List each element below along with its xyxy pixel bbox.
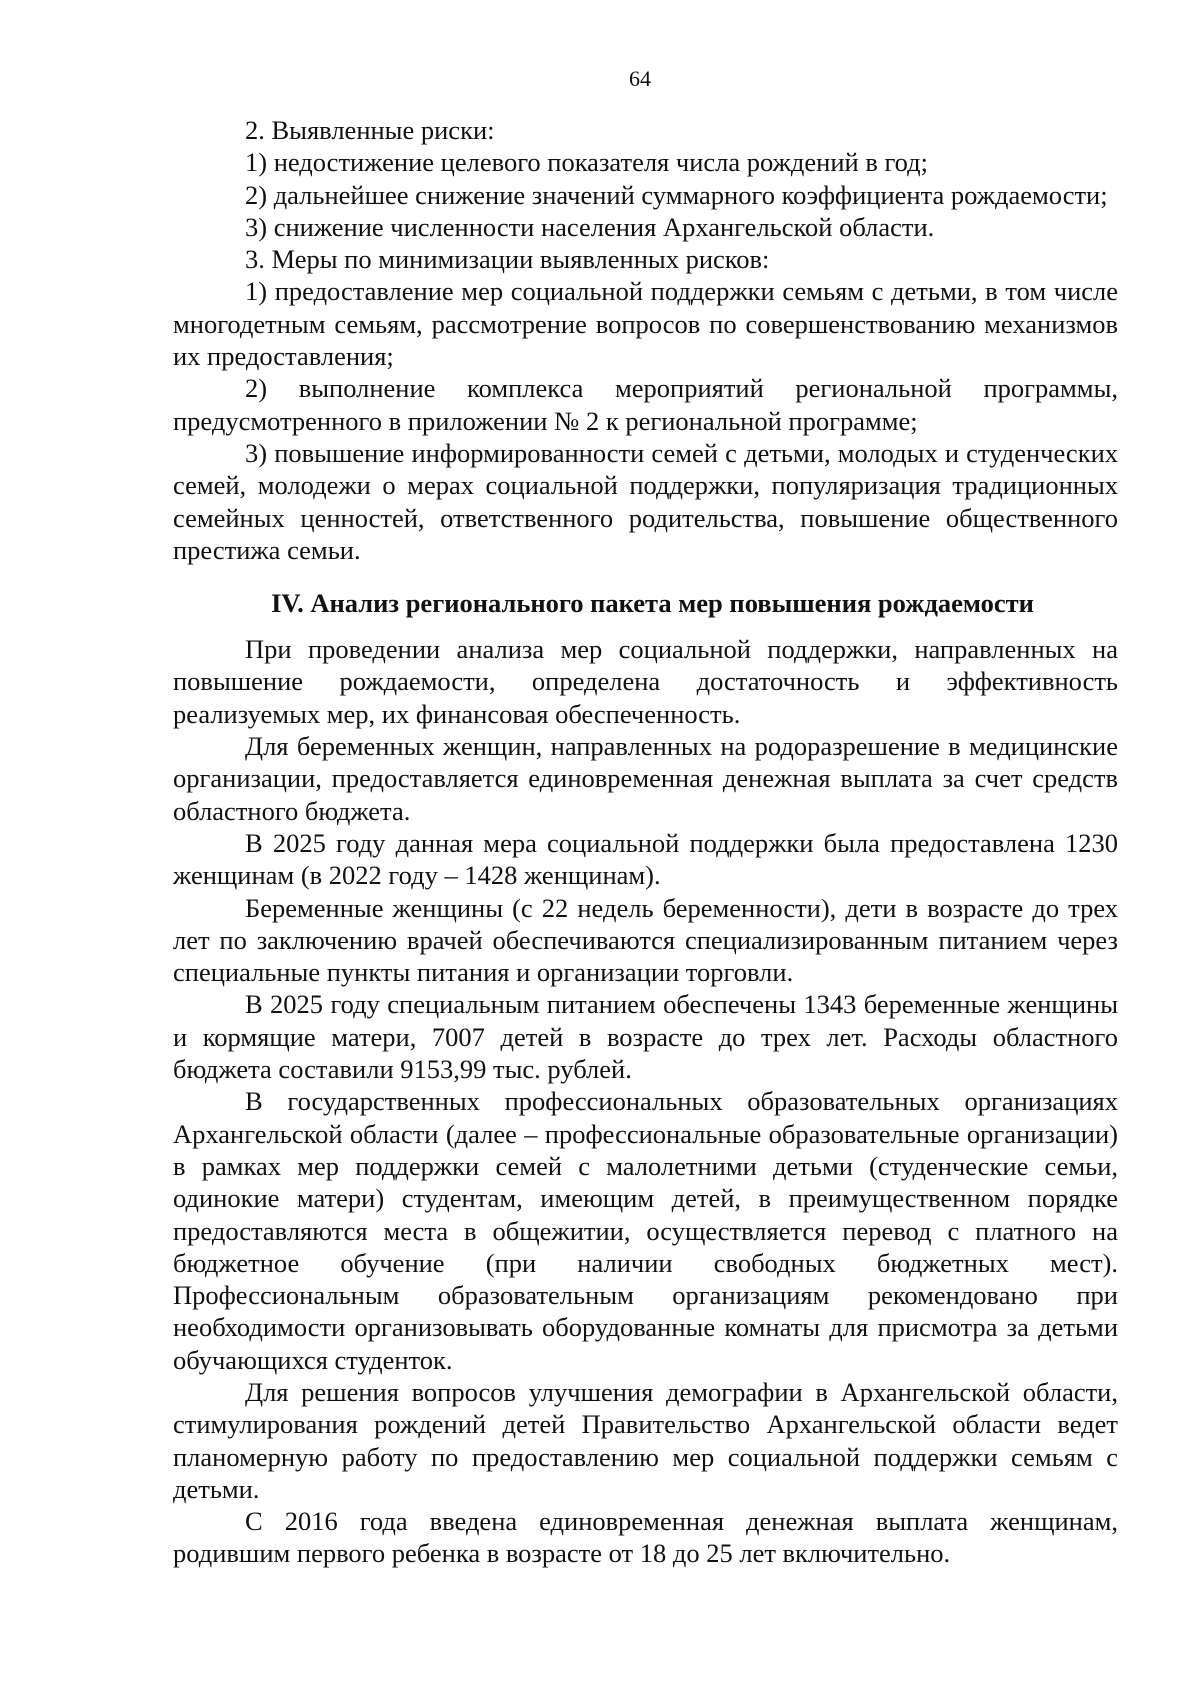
paragraph: 3. Меры по минимизации выявленных рисков: (245, 244, 770, 275)
paragraph: В 2025 году данная мера социальной поддержки была предоставлена 1230 женщинам (в 2022 году – 1428 женщинам). (173, 827, 1118, 891)
paragraph: 2. Выявленные риски: (245, 115, 495, 145)
paragraph: С 2016 года введена единовременная денежная выплата женщинам, родившим первого ребенка в возрасте от 18 до 25 лет включительно. (173, 1506, 1118, 1569)
paragraph: Беременные женщины (с 22 недель беременности), дети в возрасте до трех лет по заключению врачей обеспечиваются специализированным питанием через специальные пункты питания и организации торговли. (173, 892, 1118, 988)
paragraph: Для беременных женщин, направленных на родоразрешение в медицинские организации, предоставляется единовременная денежная выплата за счет средств областного бюджета. (173, 731, 1118, 826)
paragraph: 3) снижение численности населения Архангельской области. (245, 211, 935, 242)
paragraph: 2) выполнение комплекса мероприятий региональной программы, предусмотренного в приложении № 2 к региональной программе; (173, 373, 1118, 436)
page-number: 64 (629, 66, 651, 91)
paragraph: При проведении анализа мер социальной поддержки, направленных на повышение рождаемости, определена достаточность и эффективность реализуемых мер, их финансовая обеспеченность. (173, 634, 1118, 729)
paragraph: 1) предоставление мер социальной поддержки семьям с детьми, в том числе многодетным семьям, рассмотрение вопросов по совершенствованию механизмов их предоставления; (173, 276, 1118, 372)
paragraph: 3) повышение информированности семей с детьми, молодых и студенческих семей, молодежи о мерах социальной поддержки, популяризация традиционных семейных ценностей, ответственного родительства, повышение общественного престижа семьи. (173, 437, 1118, 565)
paragraph: Для решения вопросов улучшения демографии в Архангельской области, стимулирования рождений детей Правительство Архангельской области ведет планомерную работу по предоставлению мер социальной поддержки семьям с детьми. (173, 1376, 1118, 1504)
section-heading: IV. Анализ регионального пакета мер повышения рождаемости (271, 588, 1034, 619)
paragraph: 1) недостижение целевого показателя числа рождений в год; (245, 147, 928, 178)
paragraph: 2) дальнейшее снижение значений суммарного коэффициента рождаемости; (245, 179, 1108, 210)
paragraph: В 2025 году специальным питанием обеспечены 1343 беременные женщины и кормящие матери, 7007 детей в возрасте до трех лет. Расходы областного бюджета составили 9153,99 тыс. рублей. (173, 989, 1118, 1085)
document-body (173, 114, 1118, 1570)
paragraph: В государственных профессиональных образовательных организациях Архангельской области (далее – профессиональные образовательные организации) в рамках мер поддержки семей с малолетними детьми (студенческие семьи, одинокие матери) студентам, имеющим детей, в преимущественном порядке предоставляются места в общежитии, осуществляется перевод с платного на бюджетное обучение (при наличии свободных бюджетных мест). Профессиональным образовательным организациям рекомендовано при необходимости организовывать оборудованные комнаты для присмотра за детьми обучающихся студенток. (173, 1086, 1118, 1375)
